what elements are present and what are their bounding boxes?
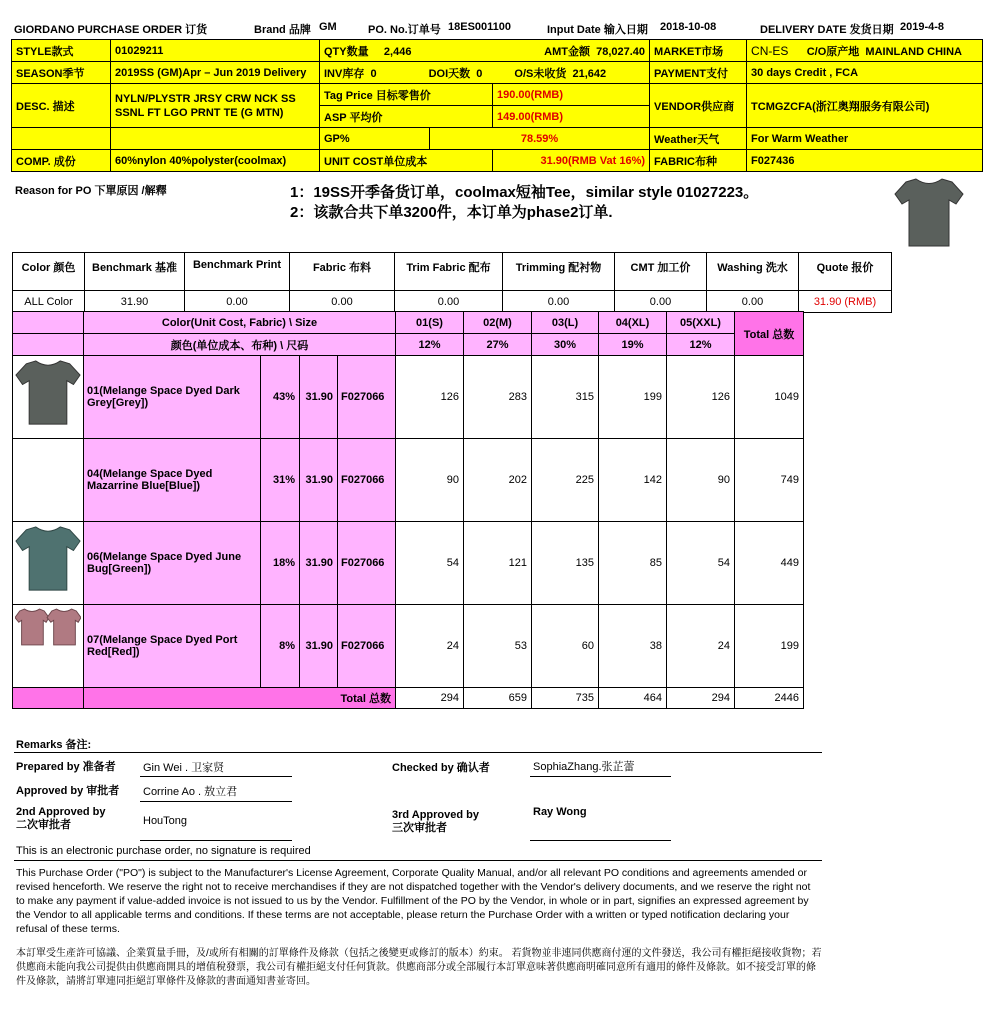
qty-xl: 142 <box>599 439 667 522</box>
size-total-header: Total 总数 <box>735 312 804 356</box>
qty-m: 202 <box>464 439 532 522</box>
bench-header-quote: Quote 报价 <box>799 253 892 291</box>
signature-line <box>140 776 292 777</box>
color-name: 06(Melange Space Dyed June Bug[Green]) <box>84 522 261 605</box>
bench-header-trimming: Trimming 配衬物 <box>503 253 615 291</box>
total-xl: 464 <box>599 688 667 709</box>
table-row <box>13 605 804 688</box>
reason-label: Reason for PO 下單原因 /解釋 <box>15 185 167 197</box>
color-fabric: F027066 <box>338 356 396 439</box>
swatch-cell <box>13 439 84 522</box>
desc-line-2: SSNL FT LGO PRNT TE (G MTN) <box>115 106 284 119</box>
total-m: 659 <box>464 688 532 709</box>
size-name-l: 03(L) <box>532 312 599 334</box>
bench-header-benchmark: Benchmark 基准 <box>85 253 185 291</box>
qty-l: 60 <box>532 605 599 688</box>
terms-chinese: 本訂單受生產許可協議、企業質量手冊，及/或所有相關的訂單條件及條款（包括之後變更或修訂的版本）約束。 若貨物並非連同供應商付運的文件發送，我公司有權拒絕接收貨物；若供應商未能向我公司提供由供應商開具的增值稅發票，我公司有權拒絕支付任何貨款。供應商部分或全部履行本訂單意味著供應商明確同意所有適用的條件及條款。如不接受訂單的條件及條款，請將訂單連同拒絕訂單條件及條款的書面通知書並寄回。 <box>16 948 822 987</box>
input-date: 2018-10-08 <box>660 21 717 33</box>
signature-line <box>530 776 671 777</box>
total-label: Total 总数 <box>84 688 396 709</box>
size-name-xl: 04(XL) <box>599 312 667 334</box>
bench-value-cmt: 0.00 <box>615 291 707 313</box>
approved2-value: HouTong <box>143 815 188 827</box>
gp-label: GP% <box>320 128 430 150</box>
tag-price-value: 190.00(RMB) <box>493 84 650 106</box>
company-title: GIORDANO PURCHASE ORDER 订货 <box>14 24 208 36</box>
qty-m: 121 <box>464 522 532 605</box>
total-xxl: 294 <box>667 688 735 709</box>
style-label: STYLE款式 <box>12 40 111 62</box>
color-cost: 31.90 <box>300 605 338 688</box>
qty-s: 126 <box>396 356 464 439</box>
comp-value: 60%nylon 40%polyster(coolmax) <box>111 150 320 172</box>
size-name-m: 02(M) <box>464 312 532 334</box>
qty-total: 449 <box>735 522 804 605</box>
qty-total: 199 <box>735 605 804 688</box>
swatch-cell <box>13 522 84 605</box>
asp-value: 149.00(RMB) <box>493 106 650 128</box>
bench-header-print: Benchmark Print <box>185 253 290 291</box>
checked-value: SophiaZhang.张芷蕾 <box>533 761 635 773</box>
size-name-xxl: 05(XXL) <box>667 312 735 334</box>
prepared-value: Gin Wei . 卫家贤 <box>143 762 225 774</box>
signature-line <box>530 840 671 841</box>
amt-value: 78,027.40 <box>596 45 646 58</box>
qty-m: 283 <box>464 356 532 439</box>
brand-value: GM <box>319 21 337 33</box>
remarks-label: Remarks 备注: <box>16 739 92 751</box>
color-pct: 31% <box>261 439 300 522</box>
table-row <box>13 356 804 439</box>
electronic-note: This is an electronic purchase order, no signature is required <box>16 845 311 857</box>
tshirt-sketch-icon <box>894 176 964 250</box>
delivery-date-label: DELIVERY DATE 发货日期 <box>760 24 894 36</box>
signature-line <box>140 840 292 841</box>
fabric-value: F027436 <box>747 150 983 172</box>
color-pct: 43% <box>261 356 300 439</box>
size-header-line-1: Color(Unit Cost, Fabric) \ Size <box>84 312 396 334</box>
market-label: MARKET市场 <box>650 40 747 62</box>
qty-s: 54 <box>396 522 464 605</box>
qty-l: 135 <box>532 522 599 605</box>
color-cost: 31.90 <box>300 522 338 605</box>
color-name: 04(Melange Space Dyed Mazarrine Blue[Blue]) <box>84 439 261 522</box>
season-value: 2019SS (GM)Apr – Jun 2019 Delivery <box>111 62 320 84</box>
approved3-value: Ray Wong <box>533 806 587 818</box>
desc-label: DESC. 描述 <box>12 84 111 128</box>
qty-l: 315 <box>532 356 599 439</box>
asp-label: ASP 平均价 <box>320 106 493 128</box>
size-pct-s: 12% <box>396 334 464 356</box>
bench-header-cmt: CMT 加工价 <box>615 253 707 291</box>
inv-value: 0 <box>370 67 377 80</box>
market-value: CN-ES <box>751 43 789 58</box>
payment-value: 30 days Credit , FCA <box>747 62 983 84</box>
total-l: 735 <box>532 688 599 709</box>
reason-line-1: 1：19SS开季备货订单，coolmax短袖Tee，similar style 01027223。 <box>290 184 759 201</box>
qty-xl: 85 <box>599 522 667 605</box>
qty-value: 2,446 <box>383 45 412 58</box>
color-name: 07(Melange Space Dyed Port Red[Red]) <box>84 605 261 688</box>
brand-label: Brand 品牌 <box>254 24 311 36</box>
size-pct-xl: 19% <box>599 334 667 356</box>
color-name: 01(Melange Space Dyed Dark Grey[Grey]) <box>84 356 261 439</box>
style-value: 01029211 <box>111 40 320 62</box>
color-pct: 18% <box>261 522 300 605</box>
divider <box>14 752 822 753</box>
os-label: O/S未收货 <box>514 67 567 80</box>
co-label: C/O原产地 <box>806 45 860 58</box>
doi-label: DOI天数 <box>428 67 471 80</box>
doi-value: 0 <box>476 67 483 80</box>
bench-value-fabric: 0.00 <box>290 291 395 313</box>
signature-line <box>140 801 292 802</box>
terms-english: This Purchase Order ("PO") is subject to the Manufacturer's License Agreement, Corporate Quality Manual, and/or all relevant PO conditions and agreements amended or revised henceforth. We reserve the right not to receive merchandises if they are not dispatched together with the Vendor's delivery documents, and we reserve the right not to make any payment if value-added invoice is not issued to us by the Vendor. Fulfillment of the PO by the Vendor, in whole or in part, signifies an expressed agreement by the Vendor to all applicable terms and conditions. If these terms are not acceptable, please return the Purchase Order with a written or typed notification declaring your refusal of these terms. <box>16 867 811 935</box>
bench-value-benchmark: 31.90 <box>85 291 185 313</box>
qty-xxl: 54 <box>667 522 735 605</box>
qty-total: 749 <box>735 439 804 522</box>
qty-s: 90 <box>396 439 464 522</box>
season-label: SEASON季节 <box>12 62 111 84</box>
swatch-cell <box>13 605 84 688</box>
size-header-line-2: 颜色(单位成本、布种) \ 尺码 <box>84 334 396 356</box>
grand-total: 2446 <box>735 688 804 709</box>
reason-line-2: 2：该款合共下单3200件，本订单为phase2订单. <box>290 204 613 221</box>
desc-line-1: NYLN/PLYSTR JRSY CRW NCK SS <box>115 92 296 105</box>
qty-xl: 199 <box>599 356 667 439</box>
color-cost: 31.90 <box>300 439 338 522</box>
divider <box>14 860 822 861</box>
total-s: 294 <box>396 688 464 709</box>
size-pct-xxl: 12% <box>667 334 735 356</box>
approved2-label-line-1: 2nd Approved by <box>16 806 106 818</box>
bench-value-quote: 31.90 (RMB) <box>799 291 892 313</box>
color-pct: 8% <box>261 605 300 688</box>
bench-header-washing: Washing 洗水 <box>707 253 799 291</box>
po-info-grid <box>11 39 983 172</box>
color-cost: 31.90 <box>300 356 338 439</box>
vendor-label: VENDOR供应商 <box>650 84 747 128</box>
qty-s: 24 <box>396 605 464 688</box>
unit-cost-value: 31.90(RMB Vat 16%) <box>493 150 650 172</box>
green-tshirt-icon <box>15 524 81 594</box>
approved3-label-line-2: 三次审批者 <box>392 822 447 834</box>
qty-l: 225 <box>532 439 599 522</box>
approved-value: Corrine Ao . 敖立君 <box>143 786 238 798</box>
table-row <box>13 439 804 522</box>
table-row <box>13 522 804 605</box>
prepared-label: Prepared by 准备者 <box>16 761 116 773</box>
total-row <box>13 688 804 709</box>
size-breakdown-table <box>12 311 804 709</box>
color-fabric: F027066 <box>338 522 396 605</box>
color-fabric: F027066 <box>338 439 396 522</box>
gp-value: 78.59% <box>430 128 650 150</box>
approved3-label-line-1: 3rd Approved by <box>392 809 479 821</box>
approved-label: Approved by 审批者 <box>16 785 120 797</box>
qty-xl: 38 <box>599 605 667 688</box>
fabric-label: FABRIC布种 <box>650 150 747 172</box>
grey-tshirt-icon <box>15 358 81 428</box>
po-number: 18ES001100 <box>448 21 512 33</box>
tag-price-label: Tag Price 目标零售价 <box>320 84 493 106</box>
qty-xxl: 90 <box>667 439 735 522</box>
unit-cost-label: UNIT COST单位成本 <box>320 150 493 172</box>
comp-label: COMP. 成份 <box>12 150 111 172</box>
bench-value-trimming: 0.00 <box>503 291 615 313</box>
po-label: PO. No.订单号 <box>368 24 441 36</box>
bench-value-trim-fabric: 0.00 <box>395 291 503 313</box>
vendor-value: TCMGZCFA(浙江奥翔服务有限公司) <box>747 84 983 128</box>
benchmark-table <box>12 252 892 313</box>
qty-label: QTY数量 <box>324 45 369 58</box>
bench-header-trim-fabric: Trim Fabric 配布 <box>395 253 503 291</box>
input-date-label: Input Date 输入日期 <box>547 24 648 36</box>
bench-value-washing: 0.00 <box>707 291 799 313</box>
os-value: 21,642 <box>572 67 607 80</box>
bench-value-color: ALL Color <box>13 291 85 313</box>
inv-label: INV库存 <box>324 67 365 80</box>
bench-header-fabric: Fabric 布料 <box>290 253 395 291</box>
bench-header-color: Color 颜色 <box>13 253 85 291</box>
weather-label: Weather天气 <box>650 128 747 150</box>
co-value: MAINLAND CHINA <box>865 45 962 58</box>
bench-value-print: 0.00 <box>185 291 290 313</box>
payment-label: PAYMENT支付 <box>650 62 747 84</box>
size-pct-l: 30% <box>532 334 599 356</box>
qty-xxl: 24 <box>667 605 735 688</box>
color-fabric: F027066 <box>338 605 396 688</box>
approved2-label-line-2: 二次审批者 <box>16 819 71 831</box>
qty-total: 1049 <box>735 356 804 439</box>
swatch-cell <box>13 356 84 439</box>
qty-xxl: 126 <box>667 356 735 439</box>
qty-m: 53 <box>464 605 532 688</box>
delivery-date: 2019-4-8 <box>900 21 945 33</box>
amt-label: AMT金额 <box>544 45 590 58</box>
size-name-s: 01(S) <box>396 312 464 334</box>
red-tshirt-icon <box>15 607 81 647</box>
weather-value: For Warm Weather <box>747 128 983 150</box>
size-pct-m: 27% <box>464 334 532 356</box>
checked-label: Checked by 确认者 <box>392 762 490 774</box>
